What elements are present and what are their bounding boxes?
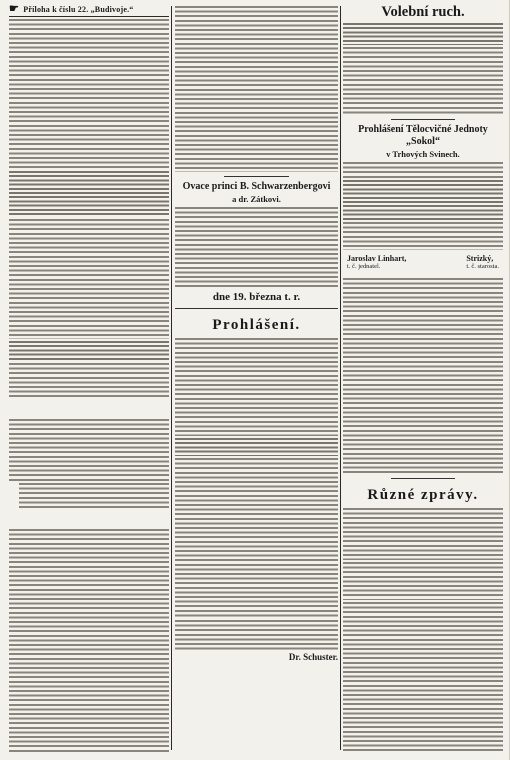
signature-right — [466, 254, 499, 270]
article-text — [175, 207, 338, 287]
article-text-bold — [9, 341, 169, 361]
article-text — [9, 19, 169, 169]
article-text — [343, 47, 503, 115]
signature-right-role: t. č. starosta. — [466, 263, 499, 270]
article-text — [175, 338, 338, 436]
prohlaseni-heading: Prohlášení. — [212, 317, 301, 333]
article-text — [343, 278, 503, 474]
article-text-bold — [9, 171, 169, 217]
running-header — [9, 0, 169, 17]
divider — [175, 308, 338, 309]
running-header-text: Příloha k číslu 22. „Budivoje.“ — [23, 5, 134, 14]
article-text — [343, 162, 503, 178]
article-text-bold — [175, 438, 338, 456]
article-text — [175, 458, 338, 618]
article-text — [343, 602, 503, 752]
signature-pair — [343, 254, 503, 276]
pointing-hand-icon: ☛ — [9, 3, 20, 15]
signature-left-role: t. č. jednatel. — [347, 263, 381, 270]
column-rule — [171, 6, 172, 750]
column-middle — [175, 0, 338, 752]
article-text — [175, 620, 338, 650]
column-rule — [340, 6, 341, 750]
article-text — [175, 6, 338, 172]
divider — [391, 119, 455, 120]
section-heading — [9, 513, 169, 527]
ovace-subheading: a dr. Zátkovi. — [232, 194, 281, 204]
column-right — [343, 0, 503, 752]
signature-left-name: Jaroslav Linhart, — [347, 254, 407, 263]
section-heading — [9, 403, 169, 417]
dialogue-text — [19, 483, 169, 509]
article-text-bold — [343, 180, 503, 220]
signature-left — [347, 254, 406, 270]
telocvicna-heading: Prohlášení Tělocvičné Jednoty „Sokol“ — [358, 124, 488, 147]
column-left — [9, 0, 169, 752]
article-text — [343, 222, 503, 250]
signature-right-name: Strizký, — [466, 254, 494, 263]
article-text — [9, 529, 169, 752]
article-text — [343, 508, 503, 560]
divider — [224, 176, 289, 177]
article-text — [9, 363, 169, 399]
article-text — [9, 219, 169, 339]
ovace-heading: Ovace princi B. Schwarzenbergovi — [182, 181, 331, 192]
divider — [391, 478, 455, 479]
date-line: dne 19. března t. r. — [212, 291, 301, 303]
article-text-bold — [343, 23, 503, 45]
telocvicna-subheading: v Trhových Svinech. — [386, 149, 460, 159]
ruzne-heading: Různé zprávy. — [367, 487, 479, 503]
article-text — [343, 562, 503, 600]
article-text — [9, 419, 169, 481]
volebni-heading: Volební ruch. — [381, 4, 465, 20]
signature: Dr. Schuster. — [288, 652, 338, 662]
